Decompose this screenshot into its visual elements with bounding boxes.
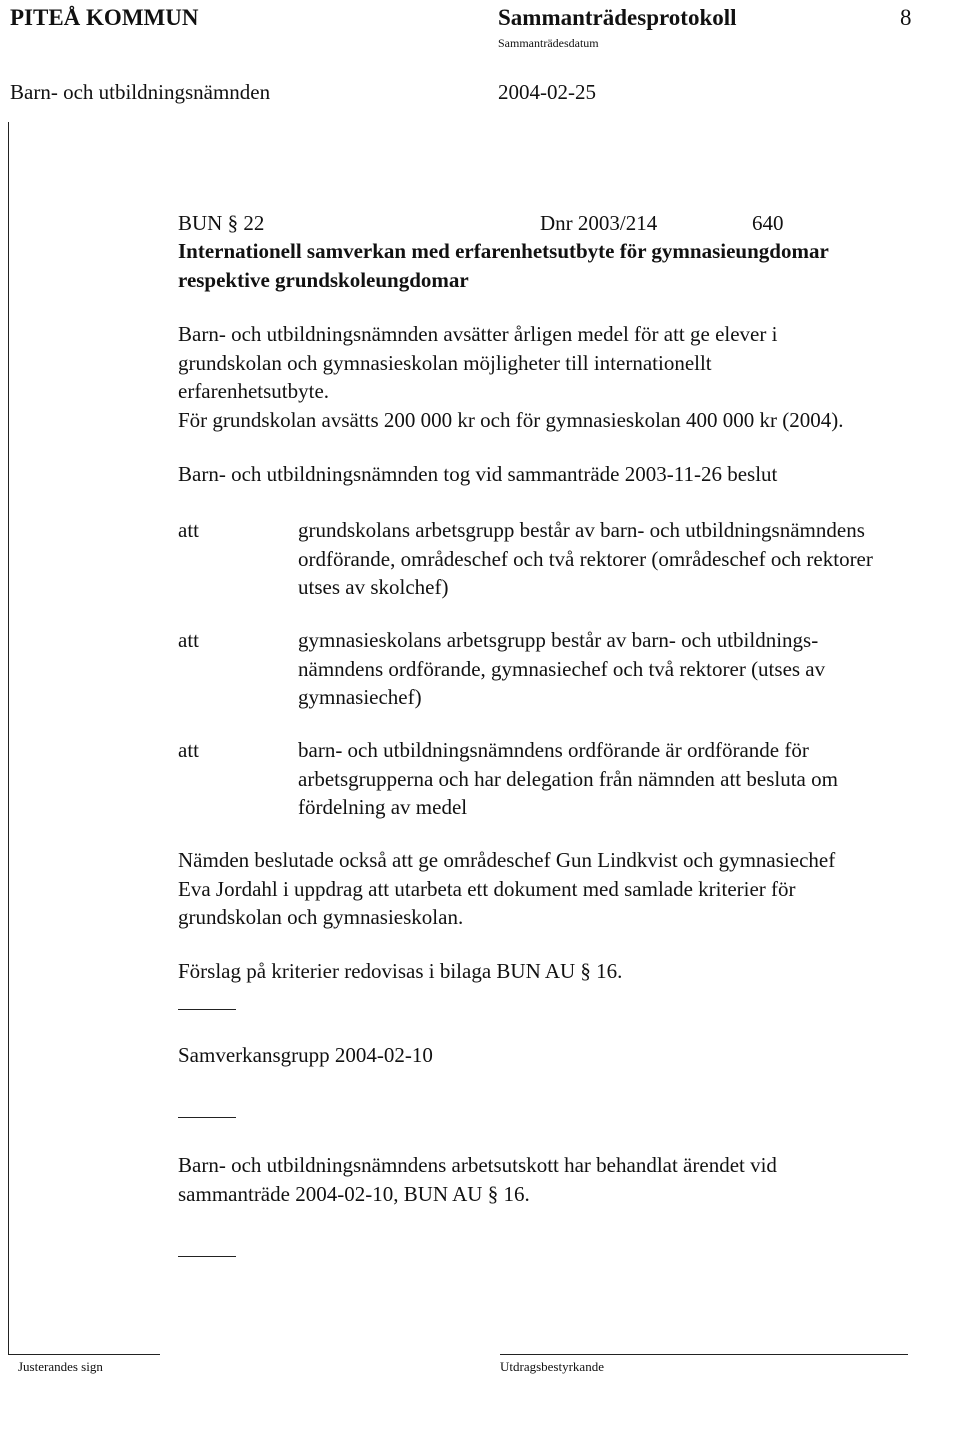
decision-label: att [178,628,199,652]
text-line: nämndens ordförande, gymnasiechef och två rektorer (utses av [298,656,826,681]
text-line: gymnasiechef) [298,685,422,709]
text-line: erfarenhetsutbyte. [178,379,330,403]
footer-line [500,1354,908,1355]
separator-dash [178,1117,236,1118]
text-line: Eva Jordahl i uppdrag att utarbeta ett dokument med samlade kriterier för [178,876,796,901]
case-id: BUN § 22 [178,211,265,235]
document-type: Sammanträdesprotokoll [498,5,737,30]
committee-note [178,1151,948,1208]
decision-label: att [178,518,199,542]
text-line: barn- och utbildningsnämndens ordförande är ordförande för [298,738,809,762]
decision-intro: Barn- och utbildningsnämnden tog vid sammanträde 2003-11-26 beslut [178,462,778,486]
text-line: Barn- och utbildningsnämndens arbetsutskott har behandlat ärendet vid [178,1153,777,1177]
decision-label: att [178,738,199,762]
text-line: fördelning av medel [298,795,468,819]
text-line: grundskolan och gymnasieskolan möjligheter till internationellt [178,350,712,375]
footer-signature-label: Justerandes sign [18,1359,103,1374]
date-label: Sammanträdesdatum [498,36,599,50]
text-line: gymnasieskolans arbetsgrupp består av barn- och utbildnings- [298,628,819,652]
text-line: grundskolan och gymnasieskolan. [178,905,464,929]
case-title [178,237,948,294]
margin-line [8,122,9,1354]
intro-paragraph [178,320,948,434]
text-line: grundskolans arbetsgrupp består av barn- och utbildningsnämndens [298,518,865,542]
meeting-date: 2004-02-25 [498,80,596,104]
text-line: Barn- och utbildningsnämnden avsätter årligen medel för att ge elever i [178,322,778,346]
text-line: sammanträde 2004-02-10, BUN AU § 16. [178,1181,530,1206]
proposal-text: Förslag på kriterier redovisas i bilaga BUN AU § 16. [178,959,623,983]
group-text: Samverkansgrupp 2004-02-10 [178,1043,433,1067]
committee-name: Barn- och utbildningsnämnden [10,80,271,104]
org-name: PITEÅ KOMMUN [10,5,199,30]
case-title-line: respektive grundskoleungdomar [178,267,469,292]
page-number: 8 [900,5,912,30]
case-dnr: Dnr 2003/214 [540,211,658,235]
footer-line [8,1354,160,1355]
case-code: 640 [752,211,784,235]
separator-dash [178,1009,236,1010]
text-line: För grundskolan avsätts 200 000 kr och för gymnasieskolan 400 000 kr (2004). [178,407,844,432]
text-line: utses av skolchef) [298,575,449,599]
assignment-paragraph [178,846,948,932]
text-line: ordförande, områdeschef och två rektorer (områdeschef och rektorer [298,546,873,571]
footer-certification-label: Utdragsbestyrkande [500,1359,604,1374]
separator-dash [178,1256,236,1257]
text-line: Nämden beslutade också att ge områdeschef Gun Lindkvist och gymnasiechef [178,848,836,872]
case-title-line: Internationell samverkan med erfarenhetsutbyte för gymnasieungdomar [178,239,829,263]
text-line: arbetsgrupperna och har delegation från nämnden att besluta om [298,766,838,791]
